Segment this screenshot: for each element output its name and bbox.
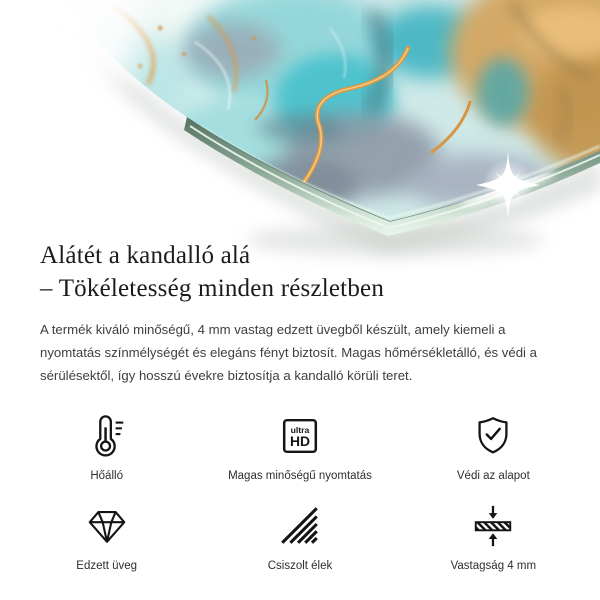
feature-label: Vastagság 4 mm <box>450 560 537 572</box>
feature-polished-edges <box>203 503 396 573</box>
feature-thickness <box>397 503 590 573</box>
shield-check-icon <box>470 413 516 459</box>
diamond-icon <box>84 503 130 549</box>
feature-label: Csiszolt élek <box>267 560 333 572</box>
feature-tempered-glass <box>10 503 203 573</box>
product-info-section <box>0 239 600 387</box>
thickness-arrows-icon <box>470 503 516 549</box>
thermometer-icon <box>84 413 130 459</box>
ultra-hd-icon <box>277 413 323 459</box>
svg-text:HD: HD <box>289 433 311 450</box>
product-photo <box>0 0 600 232</box>
svg-text:ultra: ultra <box>290 425 310 436</box>
feature-base-protection <box>397 413 590 483</box>
feature-label: Magas minőségű nyomtatás <box>228 470 372 482</box>
page-title-line2: – Tökéletesség minden részletben <box>40 275 385 302</box>
glass-panel-illustration <box>0 0 600 232</box>
feature-label: Hőálló <box>90 470 123 482</box>
features-grid <box>0 413 600 573</box>
feature-label: Edzett üveg <box>76 560 138 572</box>
feature-print-quality <box>203 413 396 483</box>
page-title-line1: Alátét a kandalló alá <box>40 242 251 269</box>
feature-label: Védi az alapot <box>456 470 530 482</box>
product-description: A termék kiváló minőségű, 4 mm vastag edzett üvegből készült, amely kiemeli a nyomtatás színmélységét és elegáns fényt biztosít. Magas hőmérsékletálló, és védi a sérülésektől, így hosszú évekre biztosítja a kandalló körüli teret. <box>40 322 537 383</box>
polished-edges-icon <box>277 503 323 549</box>
feature-heat-resistant <box>10 413 203 483</box>
